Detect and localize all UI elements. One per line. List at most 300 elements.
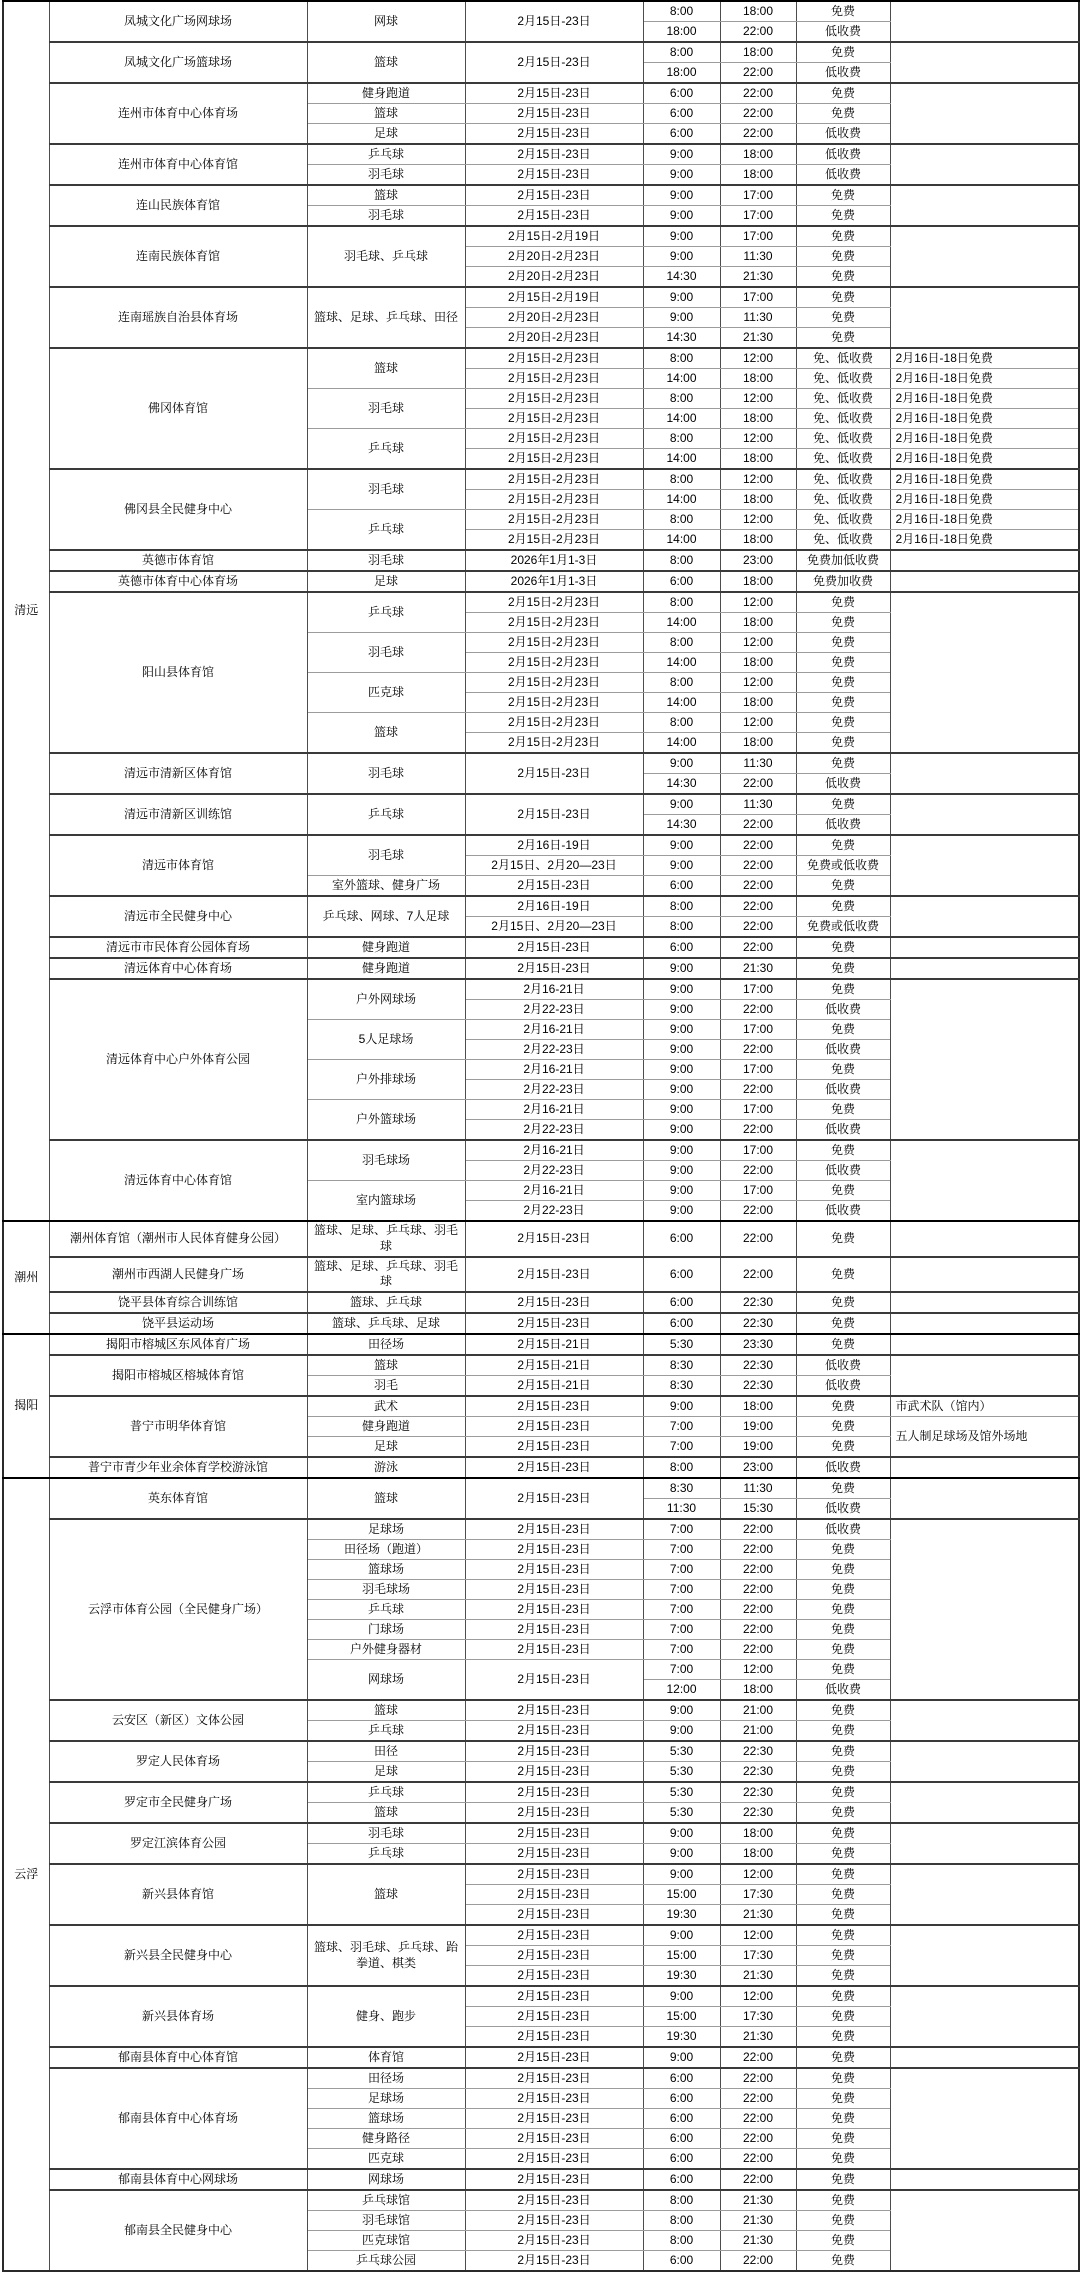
note-cell bbox=[890, 1782, 1079, 1823]
table-row bbox=[3, 83, 1079, 104]
end-time-cell: 22:00 bbox=[720, 1161, 796, 1181]
start-time-cell: 9:00 bbox=[643, 794, 720, 815]
end-time-cell: 22:00 bbox=[720, 2149, 796, 2170]
fee-cell: 免、低收费 bbox=[796, 490, 890, 510]
end-time-cell: 19:00 bbox=[720, 1417, 796, 1437]
end-time-cell: 22:00 bbox=[720, 2068, 796, 2089]
fee-cell: 免、低收费 bbox=[796, 389, 890, 409]
end-time-cell: 21:00 bbox=[720, 1700, 796, 1721]
end-time-cell: 22:00 bbox=[720, 1221, 796, 1257]
venue-cell: 郁南县体育中心体育馆 bbox=[49, 2047, 307, 2068]
fee-cell: 免、低收费 bbox=[796, 510, 890, 530]
sport-cell: 健身、跑步 bbox=[307, 1986, 465, 2047]
end-time-cell: 17:00 bbox=[720, 287, 796, 308]
fee-cell: 免费 bbox=[796, 1020, 890, 1040]
sport-cell: 游泳 bbox=[307, 1457, 465, 1478]
table-row bbox=[3, 1, 1079, 22]
end-time-cell: 21:30 bbox=[720, 1905, 796, 1926]
end-time-cell: 22:00 bbox=[720, 896, 796, 917]
date-cell: 2月15日-2月23日 bbox=[465, 713, 643, 733]
note-cell bbox=[890, 1292, 1079, 1313]
fee-cell: 低收费 bbox=[796, 1376, 890, 1397]
date-cell: 2月20日-2月23日 bbox=[465, 247, 643, 267]
fee-cell: 低收费 bbox=[796, 1080, 890, 1100]
note-cell bbox=[890, 144, 1079, 185]
start-time-cell: 5:30 bbox=[643, 1741, 720, 1762]
note-cell bbox=[890, 1700, 1079, 1741]
start-time-cell: 14:30 bbox=[643, 815, 720, 836]
table-row bbox=[3, 2047, 1079, 2068]
fee-cell: 免费 bbox=[796, 613, 890, 633]
start-time-cell: 6:00 bbox=[643, 83, 720, 104]
end-time-cell: 21:30 bbox=[720, 2027, 796, 2048]
sport-cell: 乒乓球 bbox=[307, 1600, 465, 1620]
start-time-cell: 6:00 bbox=[643, 2169, 720, 2190]
end-time-cell: 18:00 bbox=[720, 1396, 796, 1417]
start-time-cell: 9:00 bbox=[643, 144, 720, 165]
fee-cell: 免费 bbox=[796, 1803, 890, 1824]
venue-cell: 凤城文化广场篮球场 bbox=[49, 42, 307, 83]
fee-cell: 免费 bbox=[796, 1966, 890, 1987]
end-time-cell: 18:00 bbox=[720, 1680, 796, 1701]
venue-cell: 英德市体育馆 bbox=[49, 550, 307, 571]
start-time-cell: 5:30 bbox=[643, 1762, 720, 1783]
start-time-cell: 7:00 bbox=[643, 1417, 720, 1437]
venue-cell: 佛冈体育馆 bbox=[49, 348, 307, 469]
date-cell: 2月15日-23日 bbox=[465, 1966, 643, 1987]
end-time-cell: 18:00 bbox=[720, 409, 796, 429]
date-cell: 2月15日-2月23日 bbox=[465, 429, 643, 449]
sport-cell: 羽毛 bbox=[307, 1376, 465, 1397]
date-cell: 2月22-23日 bbox=[465, 1201, 643, 1222]
end-time-cell: 22:00 bbox=[720, 2089, 796, 2109]
fee-cell: 低收费 bbox=[796, 1355, 890, 1376]
end-time-cell: 12:00 bbox=[720, 429, 796, 449]
sport-cell: 篮球场 bbox=[307, 1560, 465, 1580]
fee-cell: 免费 bbox=[796, 653, 890, 673]
fee-cell: 免费 bbox=[796, 206, 890, 227]
table-row bbox=[3, 42, 1079, 63]
end-time-cell: 21:30 bbox=[720, 1966, 796, 1987]
fee-cell: 免费 bbox=[796, 2047, 890, 2068]
fee-cell: 低收费 bbox=[796, 815, 890, 836]
fee-cell: 免费 bbox=[796, 267, 890, 288]
end-time-cell: 18:00 bbox=[720, 1, 796, 22]
fee-cell: 免费 bbox=[796, 287, 890, 308]
fee-cell: 免费 bbox=[796, 1905, 890, 1926]
end-time-cell: 22:00 bbox=[720, 1519, 796, 1540]
start-time-cell: 5:30 bbox=[643, 1803, 720, 1824]
start-time-cell: 8:00 bbox=[643, 348, 720, 369]
sport-cell: 羽毛球 bbox=[307, 753, 465, 794]
start-time-cell: 19:30 bbox=[643, 2027, 720, 2048]
venue-cell: 云安区（新区）文体公园 bbox=[49, 1700, 307, 1741]
sport-cell: 健身跑道 bbox=[307, 83, 465, 104]
date-cell: 2月15日-23日 bbox=[465, 42, 643, 83]
venue-cell: 连南民族体育馆 bbox=[49, 226, 307, 287]
start-time-cell: 8:00 bbox=[643, 429, 720, 449]
fee-cell: 免费 bbox=[796, 633, 890, 653]
end-time-cell: 18:00 bbox=[720, 1844, 796, 1865]
start-time-cell: 9:00 bbox=[643, 1181, 720, 1201]
date-cell: 2月15日-23日 bbox=[465, 1600, 643, 1620]
note-cell: 五人制足球场及馆外场地 bbox=[890, 1417, 1079, 1458]
note-cell bbox=[890, 835, 1079, 896]
date-cell: 2月15日-23日 bbox=[465, 1417, 643, 1437]
date-cell: 2月15日-23日 bbox=[465, 1292, 643, 1313]
table-row bbox=[3, 144, 1079, 165]
note-cell bbox=[890, 1, 1079, 42]
date-cell: 2月16日-19日 bbox=[465, 896, 643, 917]
start-time-cell: 8:00 bbox=[643, 713, 720, 733]
date-cell: 2月15日-23日 bbox=[465, 1721, 643, 1742]
date-cell: 2月22-23日 bbox=[465, 1080, 643, 1100]
end-time-cell: 12:00 bbox=[720, 389, 796, 409]
end-time-cell: 22:00 bbox=[720, 937, 796, 958]
venue-cell: 罗定市全民健身广场 bbox=[49, 1782, 307, 1823]
end-time-cell: 21:30 bbox=[720, 2231, 796, 2251]
date-cell: 2月15日-23日 bbox=[465, 2109, 643, 2129]
fee-cell: 免费 bbox=[796, 733, 890, 754]
fee-cell: 低收费 bbox=[796, 1201, 890, 1222]
note-cell bbox=[890, 1140, 1079, 1221]
venue-cell: 佛冈县全民健身中心 bbox=[49, 469, 307, 550]
start-time-cell: 8:00 bbox=[643, 592, 720, 613]
fee-cell: 免费 bbox=[796, 1478, 890, 1499]
start-time-cell: 8:00 bbox=[643, 2231, 720, 2251]
end-time-cell: 17:00 bbox=[720, 206, 796, 227]
end-time-cell: 22:00 bbox=[720, 1000, 796, 1020]
date-cell: 2月15日-23日 bbox=[465, 2251, 643, 2272]
sport-cell: 足球 bbox=[307, 1437, 465, 1458]
sport-cell: 篮球 bbox=[307, 1478, 465, 1519]
date-cell: 2月15日-23日 bbox=[465, 2047, 643, 2068]
venue-cell: 清远市体育馆 bbox=[49, 835, 307, 896]
date-cell: 2月15日-2月23日 bbox=[465, 613, 643, 633]
sport-cell: 羽毛球场 bbox=[307, 1580, 465, 1600]
start-time-cell: 9:00 bbox=[643, 287, 720, 308]
note-cell: 2月16日-18日免费 bbox=[890, 389, 1079, 409]
venue-cell: 潮州体育馆（潮州市人民体育健身公园） bbox=[49, 1221, 307, 1257]
sport-cell: 羽毛球 bbox=[307, 389, 465, 429]
date-cell: 2月15日-23日 bbox=[465, 1540, 643, 1560]
date-cell: 2月22-23日 bbox=[465, 1161, 643, 1181]
fee-cell: 免费 bbox=[796, 1782, 890, 1803]
end-time-cell: 23:00 bbox=[720, 550, 796, 571]
sport-cell: 田径 bbox=[307, 1741, 465, 1762]
sport-cell: 篮球 bbox=[307, 42, 465, 83]
date-cell: 2月15日-2月23日 bbox=[465, 449, 643, 470]
venue-cell: 郁南县体育中心体育场 bbox=[49, 2068, 307, 2169]
venue-schedule-table bbox=[2, 0, 1080, 2272]
fee-cell: 低收费 bbox=[796, 1120, 890, 1141]
fee-cell: 免、低收费 bbox=[796, 449, 890, 470]
fee-cell: 免费 bbox=[796, 1620, 890, 1640]
date-cell: 2月15日-23日 bbox=[465, 124, 643, 145]
fee-cell: 免费 bbox=[796, 592, 890, 613]
table-row bbox=[3, 979, 1079, 1000]
fee-cell: 免费 bbox=[796, 1560, 890, 1580]
end-time-cell: 22:00 bbox=[720, 1257, 796, 1293]
date-cell: 2月15日-23日 bbox=[465, 1519, 643, 1540]
date-cell: 2月15日-2月23日 bbox=[465, 693, 643, 713]
start-time-cell: 18:00 bbox=[643, 22, 720, 43]
sport-cell: 户外排球场 bbox=[307, 1060, 465, 1100]
date-cell: 2月15日-23日 bbox=[465, 2231, 643, 2251]
note-cell bbox=[890, 226, 1079, 287]
start-time-cell: 9:00 bbox=[643, 1396, 720, 1417]
start-time-cell: 7:00 bbox=[643, 1580, 720, 1600]
sport-cell: 匹克球 bbox=[307, 673, 465, 713]
date-cell: 2月15日-23日 bbox=[465, 206, 643, 227]
sport-cell: 乒乓球 bbox=[307, 510, 465, 551]
sport-cell: 篮球、足球、乒乓球、田径 bbox=[307, 287, 465, 348]
note-cell: 2月16日-18日免费 bbox=[890, 469, 1079, 490]
start-time-cell: 9:00 bbox=[643, 1100, 720, 1120]
date-cell: 2月16-21日 bbox=[465, 979, 643, 1000]
date-cell: 2月15日-23日 bbox=[465, 2027, 643, 2048]
note-cell bbox=[890, 1519, 1079, 1700]
fee-cell: 免、低收费 bbox=[796, 429, 890, 449]
fee-cell: 免费 bbox=[796, 1100, 890, 1120]
sport-cell: 乒乓球馆 bbox=[307, 2190, 465, 2211]
table-row bbox=[3, 1334, 1079, 1355]
sport-cell: 乒乓球 bbox=[307, 144, 465, 165]
start-time-cell: 7:00 bbox=[643, 1620, 720, 1640]
note-cell bbox=[890, 571, 1079, 592]
sport-cell: 网球场 bbox=[307, 2169, 465, 2190]
sport-cell: 足球 bbox=[307, 571, 465, 592]
note-cell bbox=[890, 958, 1079, 979]
table-row bbox=[3, 1478, 1079, 1499]
start-time-cell: 8:00 bbox=[643, 896, 720, 917]
start-time-cell: 7:00 bbox=[643, 1519, 720, 1540]
sport-cell: 篮球 bbox=[307, 1355, 465, 1376]
table-row bbox=[3, 2068, 1079, 2089]
start-time-cell: 14:00 bbox=[643, 369, 720, 389]
note-cell bbox=[890, 896, 1079, 937]
sport-cell: 篮球 bbox=[307, 104, 465, 124]
sport-cell: 门球场 bbox=[307, 1620, 465, 1640]
fee-cell: 低收费 bbox=[796, 1499, 890, 1520]
end-time-cell: 22:00 bbox=[720, 2251, 796, 2272]
fee-cell: 免费 bbox=[796, 876, 890, 897]
start-time-cell: 9:00 bbox=[643, 1000, 720, 1020]
fee-cell: 低收费 bbox=[796, 22, 890, 43]
venue-cell: 云浮市体育公园（全民健身广场） bbox=[49, 1519, 307, 1700]
date-cell: 2月15日-23日 bbox=[465, 104, 643, 124]
table-row bbox=[3, 1700, 1079, 1721]
venue-cell: 揭阳市榕城区榕城体育馆 bbox=[49, 1355, 307, 1396]
fee-cell: 免费 bbox=[796, 979, 890, 1000]
sport-cell: 足球场 bbox=[307, 1519, 465, 1540]
venue-cell: 普宁市青少年业余体育学校游泳馆 bbox=[49, 1457, 307, 1478]
table-row bbox=[3, 550, 1079, 571]
fee-cell: 免费 bbox=[796, 83, 890, 104]
start-time-cell: 8:00 bbox=[643, 1, 720, 22]
start-time-cell: 9:00 bbox=[643, 835, 720, 856]
fee-cell: 免费 bbox=[796, 104, 890, 124]
end-time-cell: 22:00 bbox=[720, 1120, 796, 1141]
start-time-cell: 6:00 bbox=[643, 2129, 720, 2149]
end-time-cell: 21:30 bbox=[720, 328, 796, 349]
end-time-cell: 22:30 bbox=[720, 1803, 796, 1824]
fee-cell: 免费 bbox=[796, 693, 890, 713]
fee-cell: 免费 bbox=[796, 185, 890, 206]
date-cell: 2月15日-23日 bbox=[465, 165, 643, 186]
end-time-cell: 18:00 bbox=[720, 653, 796, 673]
venue-cell: 清远市清新区体育馆 bbox=[49, 753, 307, 794]
fee-cell: 免费 bbox=[796, 2190, 890, 2211]
end-time-cell: 19:00 bbox=[720, 1437, 796, 1458]
start-time-cell: 9:00 bbox=[643, 247, 720, 267]
sport-cell: 健身路径 bbox=[307, 2129, 465, 2149]
start-time-cell: 6:00 bbox=[643, 2109, 720, 2129]
start-time-cell: 5:30 bbox=[643, 1782, 720, 1803]
fee-cell: 免费 bbox=[796, 958, 890, 979]
table-row bbox=[3, 348, 1079, 369]
fee-cell: 免费 bbox=[796, 1292, 890, 1313]
fee-cell: 免费 bbox=[796, 753, 890, 774]
fee-cell: 免费 bbox=[796, 2231, 890, 2251]
sport-cell: 羽毛球 bbox=[307, 206, 465, 227]
fee-cell: 免费 bbox=[796, 1580, 890, 1600]
start-time-cell: 6:00 bbox=[643, 2251, 720, 2272]
date-cell: 2月15日-23日 bbox=[465, 753, 643, 794]
fee-cell: 免费 bbox=[796, 713, 890, 733]
note-cell bbox=[890, 83, 1079, 144]
sport-cell: 羽毛球场 bbox=[307, 1140, 465, 1181]
sport-cell: 匹克球馆 bbox=[307, 2231, 465, 2251]
end-time-cell: 17:00 bbox=[720, 1140, 796, 1161]
table-row bbox=[3, 571, 1079, 592]
note-cell bbox=[890, 1864, 1079, 1925]
start-time-cell: 19:30 bbox=[643, 1905, 720, 1926]
note-cell bbox=[890, 592, 1079, 753]
start-time-cell: 15:00 bbox=[643, 1946, 720, 1966]
date-cell: 2月15日-23日 bbox=[465, 2169, 643, 2190]
fee-cell: 免费 bbox=[796, 1417, 890, 1437]
table-row bbox=[3, 1313, 1079, 1334]
date-cell: 2月15日-23日 bbox=[465, 144, 643, 165]
end-time-cell: 22:00 bbox=[720, 2109, 796, 2129]
fee-cell: 免费 bbox=[796, 1721, 890, 1742]
sport-cell: 健身跑道 bbox=[307, 958, 465, 979]
fee-cell: 免费 bbox=[796, 2027, 890, 2048]
sport-cell: 羽毛球 bbox=[307, 165, 465, 186]
table-row bbox=[3, 1925, 1079, 1946]
venue-cell: 郁南县全民健身中心 bbox=[49, 2190, 307, 2271]
fee-cell: 免费 bbox=[796, 1257, 890, 1293]
end-time-cell: 22:00 bbox=[720, 1540, 796, 1560]
date-cell: 2月15日-23日 bbox=[465, 1986, 643, 2007]
end-time-cell: 22:00 bbox=[720, 1560, 796, 1580]
end-time-cell: 22:00 bbox=[720, 835, 796, 856]
end-time-cell: 22:00 bbox=[720, 63, 796, 84]
date-cell: 2月15日-23日 bbox=[465, 1221, 643, 1257]
start-time-cell: 12:00 bbox=[643, 1680, 720, 1701]
date-cell: 2月15日-23日 bbox=[465, 2190, 643, 2211]
date-cell: 2月15日-23日 bbox=[465, 1580, 643, 1600]
start-time-cell: 7:00 bbox=[643, 1640, 720, 1660]
end-time-cell: 17:00 bbox=[720, 185, 796, 206]
start-time-cell: 6:00 bbox=[643, 1292, 720, 1313]
start-time-cell: 6:00 bbox=[643, 1257, 720, 1293]
end-time-cell: 11:30 bbox=[720, 247, 796, 267]
end-time-cell: 17:00 bbox=[720, 1020, 796, 1040]
start-time-cell: 9:00 bbox=[643, 1844, 720, 1865]
fee-cell: 免费 bbox=[796, 1986, 890, 2007]
note-cell: 2月16日-18日免费 bbox=[890, 369, 1079, 389]
date-cell: 2月15日-23日 bbox=[465, 958, 643, 979]
table-row bbox=[3, 185, 1079, 206]
sport-cell: 篮球、羽毛球、乒乓球、跆拳道、棋类 bbox=[307, 1925, 465, 1986]
sport-cell: 羽毛球 bbox=[307, 633, 465, 673]
end-time-cell: 22:00 bbox=[720, 2169, 796, 2190]
fee-cell: 免、低收费 bbox=[796, 348, 890, 369]
end-time-cell: 22:30 bbox=[720, 1292, 796, 1313]
region-cell: 潮州 bbox=[3, 1221, 49, 1334]
venue-cell: 英东体育馆 bbox=[49, 1478, 307, 1519]
date-cell: 2月15日-21日 bbox=[465, 1334, 643, 1355]
table-row bbox=[3, 1292, 1079, 1313]
end-time-cell: 11:30 bbox=[720, 753, 796, 774]
note-cell bbox=[890, 2047, 1079, 2068]
end-time-cell: 21:00 bbox=[720, 1721, 796, 1742]
start-time-cell: 8:00 bbox=[643, 42, 720, 63]
end-time-cell: 22:00 bbox=[720, 1620, 796, 1640]
note-cell bbox=[890, 1925, 1079, 1986]
start-time-cell: 7:00 bbox=[643, 1540, 720, 1560]
date-cell: 2月15日-23日 bbox=[465, 1864, 643, 1885]
fee-cell: 免费或低收费 bbox=[796, 917, 890, 938]
note-cell bbox=[890, 1457, 1079, 1478]
date-cell: 2月15日-2月23日 bbox=[465, 490, 643, 510]
start-time-cell: 9:00 bbox=[643, 1120, 720, 1141]
end-time-cell: 22:00 bbox=[720, 124, 796, 145]
table-row bbox=[3, 226, 1079, 247]
start-time-cell: 7:00 bbox=[643, 1560, 720, 1580]
end-time-cell: 22:00 bbox=[720, 815, 796, 836]
end-time-cell: 12:00 bbox=[720, 592, 796, 613]
end-time-cell: 18:00 bbox=[720, 490, 796, 510]
date-cell: 2月15日-23日 bbox=[465, 1885, 643, 1905]
fee-cell: 免费 bbox=[796, 308, 890, 328]
date-cell: 2月15日-2月19日 bbox=[465, 287, 643, 308]
venue-cell: 清远市市民体育公园体育场 bbox=[49, 937, 307, 958]
end-time-cell: 22:00 bbox=[720, 2047, 796, 2068]
end-time-cell: 12:00 bbox=[720, 1925, 796, 1946]
end-time-cell: 22:00 bbox=[720, 876, 796, 897]
fee-cell: 免费 bbox=[796, 1823, 890, 1844]
date-cell: 2月15日-23日 bbox=[465, 1803, 643, 1824]
start-time-cell: 8:00 bbox=[643, 1457, 720, 1478]
note-cell bbox=[890, 937, 1079, 958]
end-time-cell: 11:30 bbox=[720, 308, 796, 328]
date-cell: 2月15日-23日 bbox=[465, 2007, 643, 2027]
note-cell: 2月16日-18日免费 bbox=[890, 409, 1079, 429]
date-cell: 2月22-23日 bbox=[465, 1120, 643, 1141]
date-cell: 2月15日-23日 bbox=[465, 2149, 643, 2170]
start-time-cell: 9:00 bbox=[643, 1986, 720, 2007]
end-time-cell: 17:00 bbox=[720, 1060, 796, 1080]
venue-cell: 罗定江滨体育公园 bbox=[49, 1823, 307, 1864]
sport-cell: 乒乓球、网球、7人足球 bbox=[307, 896, 465, 937]
fee-cell: 低收费 bbox=[796, 1040, 890, 1060]
sport-cell: 篮球 bbox=[307, 1700, 465, 1721]
fee-cell: 免费 bbox=[796, 1221, 890, 1257]
end-time-cell: 21:30 bbox=[720, 2211, 796, 2231]
